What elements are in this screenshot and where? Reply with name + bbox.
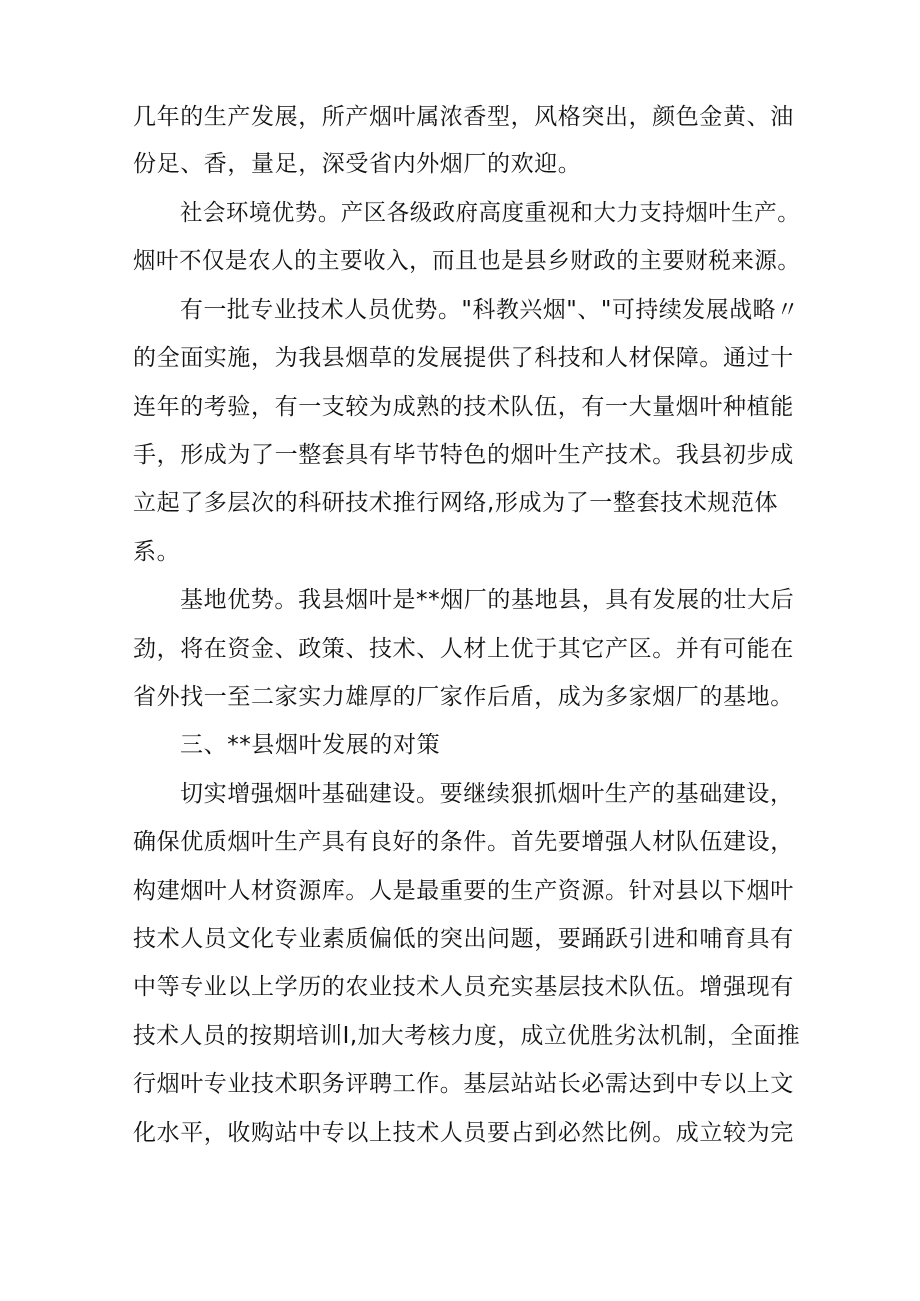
- text-line: 中等专业以上学历的农业技术人员充实基层技术队伍。增强现有: [133, 974, 794, 1000]
- paragraph-start: 基地优势。我县烟叶是**烟厂的基地县，具有发展的壮大后: [180, 587, 795, 613]
- text-line: 连年的考验，有一支较为成熟的技术队伍，有一大量烟叶种植能: [133, 394, 794, 420]
- paragraph-start: 社会环境优势。产区各级政府高度重视和大力支持烟叶生产。: [180, 200, 801, 226]
- text-line: 省外找一至二家实力雄厚的厂家作后盾，成为多家烟厂的基地。: [133, 684, 794, 710]
- text-line: 的全面实施，为我县烟草的发展提供了科技和人材保障。通过十: [133, 345, 794, 371]
- text-line: 手，形成为了一整套具有毕节特色的烟叶生产技术。我县初步成: [133, 442, 794, 468]
- text-line: 劲，将在资金、政策、技术、人材上优于其它产区。并有可能在: [133, 636, 794, 662]
- section-heading: 三、**县烟叶发展的对策: [180, 732, 441, 758]
- text-line: 行烟叶专业技术职务评聘工作。基层站站长必需达到中专以上文: [133, 1071, 794, 1097]
- text-line: 技术人员文化专业素质偏低的突出问题，要踊跃引进和哺育具有: [133, 926, 794, 952]
- text-line: 系。: [133, 539, 181, 565]
- paragraph-start: 切实增强烟叶基础建设。要继续狠抓烟叶生产的基础建设，: [180, 781, 794, 807]
- text-line: 化水平，收购站中专以上技术人员要占到必然比例。成立较为完: [133, 1120, 794, 1146]
- text-line: 份足、香，量足，深受省内外烟厂的欢迎。: [133, 151, 582, 177]
- text-line: 几年的生产发展，所产烟叶属浓香型，风格突出，颜色金黄、油: [133, 104, 794, 130]
- text-line: 烟叶不仅是农人的主要收入，而且也是县乡财政的主要财税来源。: [133, 248, 801, 274]
- text-line: 构建烟叶人材资源库。人是最重要的生产资源。针对县以下烟叶: [133, 878, 794, 904]
- text-line: 技术人员的按期培训Ⅰ,加大考核力度，成立优胜劣汰机制，全面推: [133, 1023, 801, 1049]
- paragraph-start: 有一批专业技术人员优势。"科教兴烟"、"可持续发展战略〃: [180, 297, 800, 323]
- text-line: 确保优质烟叶生产具有良好的条件。首先要增强人材队伍建设，: [133, 829, 794, 855]
- text-line: 立起了多层次的科研技术推行网络,形成为了一整套技术规范体: [133, 490, 779, 516]
